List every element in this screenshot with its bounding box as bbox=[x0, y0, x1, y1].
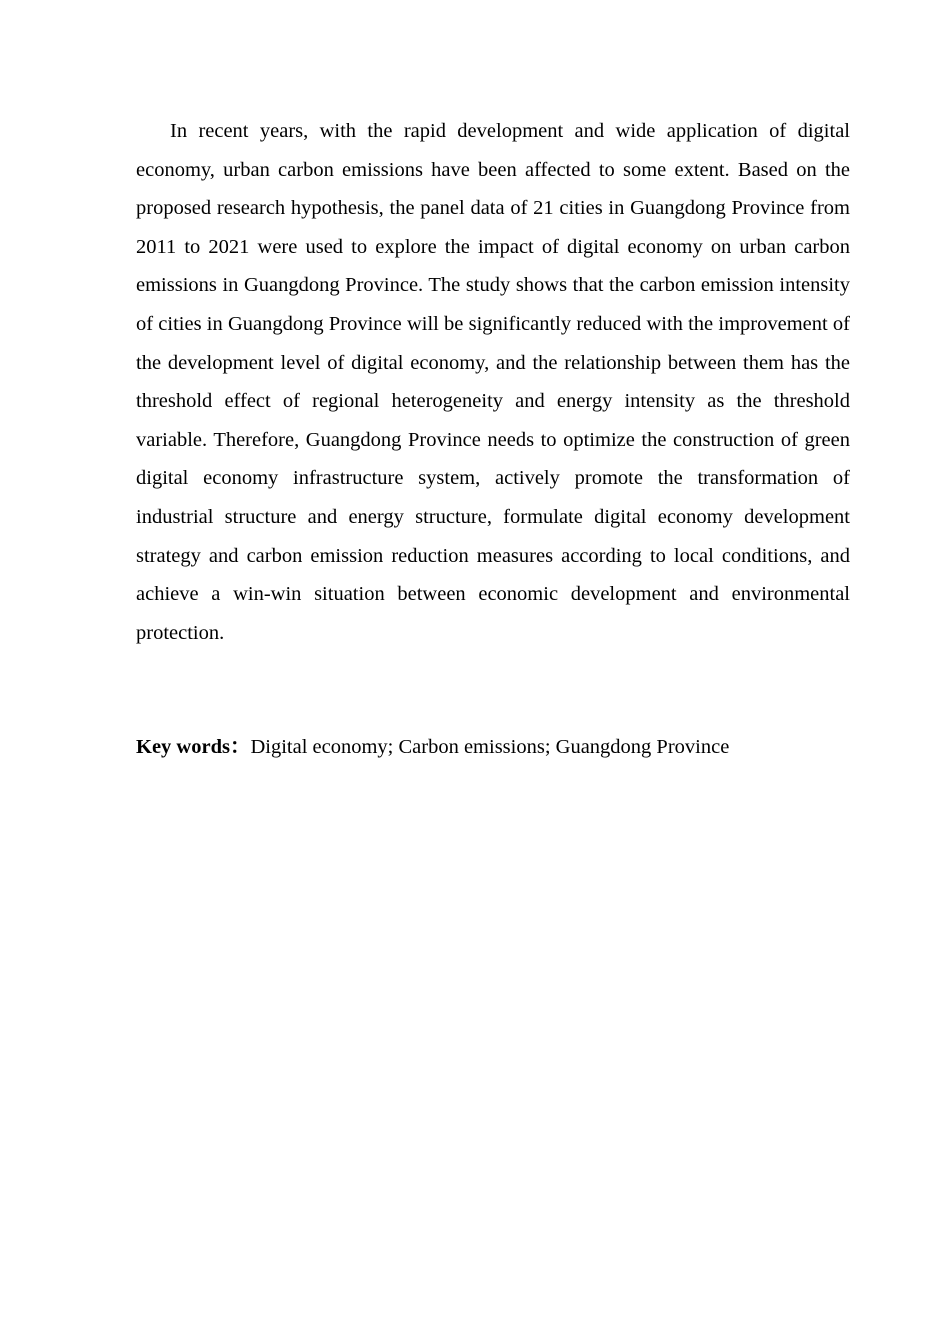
abstract-paragraph: In recent years, with the rapid development and wide application of digital economy, urban carbon emissions have been affected to some extent. Based on the proposed research hypothesis, the panel data of 21 cities in Guangdong Province from 2011 to 2021 were used to explore the impact of digital economy on urban carbon emissions in Guangdong Province. The study shows that the carbon emission intensity of cities in Guangdong Province will be significantly reduced with the improvement of the development level of digital economy, and the relationship between them has the threshold effect of regional heterogeneity and energy intensity as the threshold variable. Therefore, Guangdong Province needs to optimize the construction of green digital economy infrastructure system, actively promote the transformation of industrial structure and energy structure, formulate digital economy development strategy and carbon emission reduction measures according to local conditions, and achieve a win-win situation between economic development and environmental protection. bbox=[136, 120, 850, 644]
keywords-value: Digital economy; Carbon emissions; Guangdong Province bbox=[250, 736, 730, 758]
keywords-line bbox=[136, 729, 896, 765]
keywords-label: Key words： bbox=[136, 736, 251, 758]
